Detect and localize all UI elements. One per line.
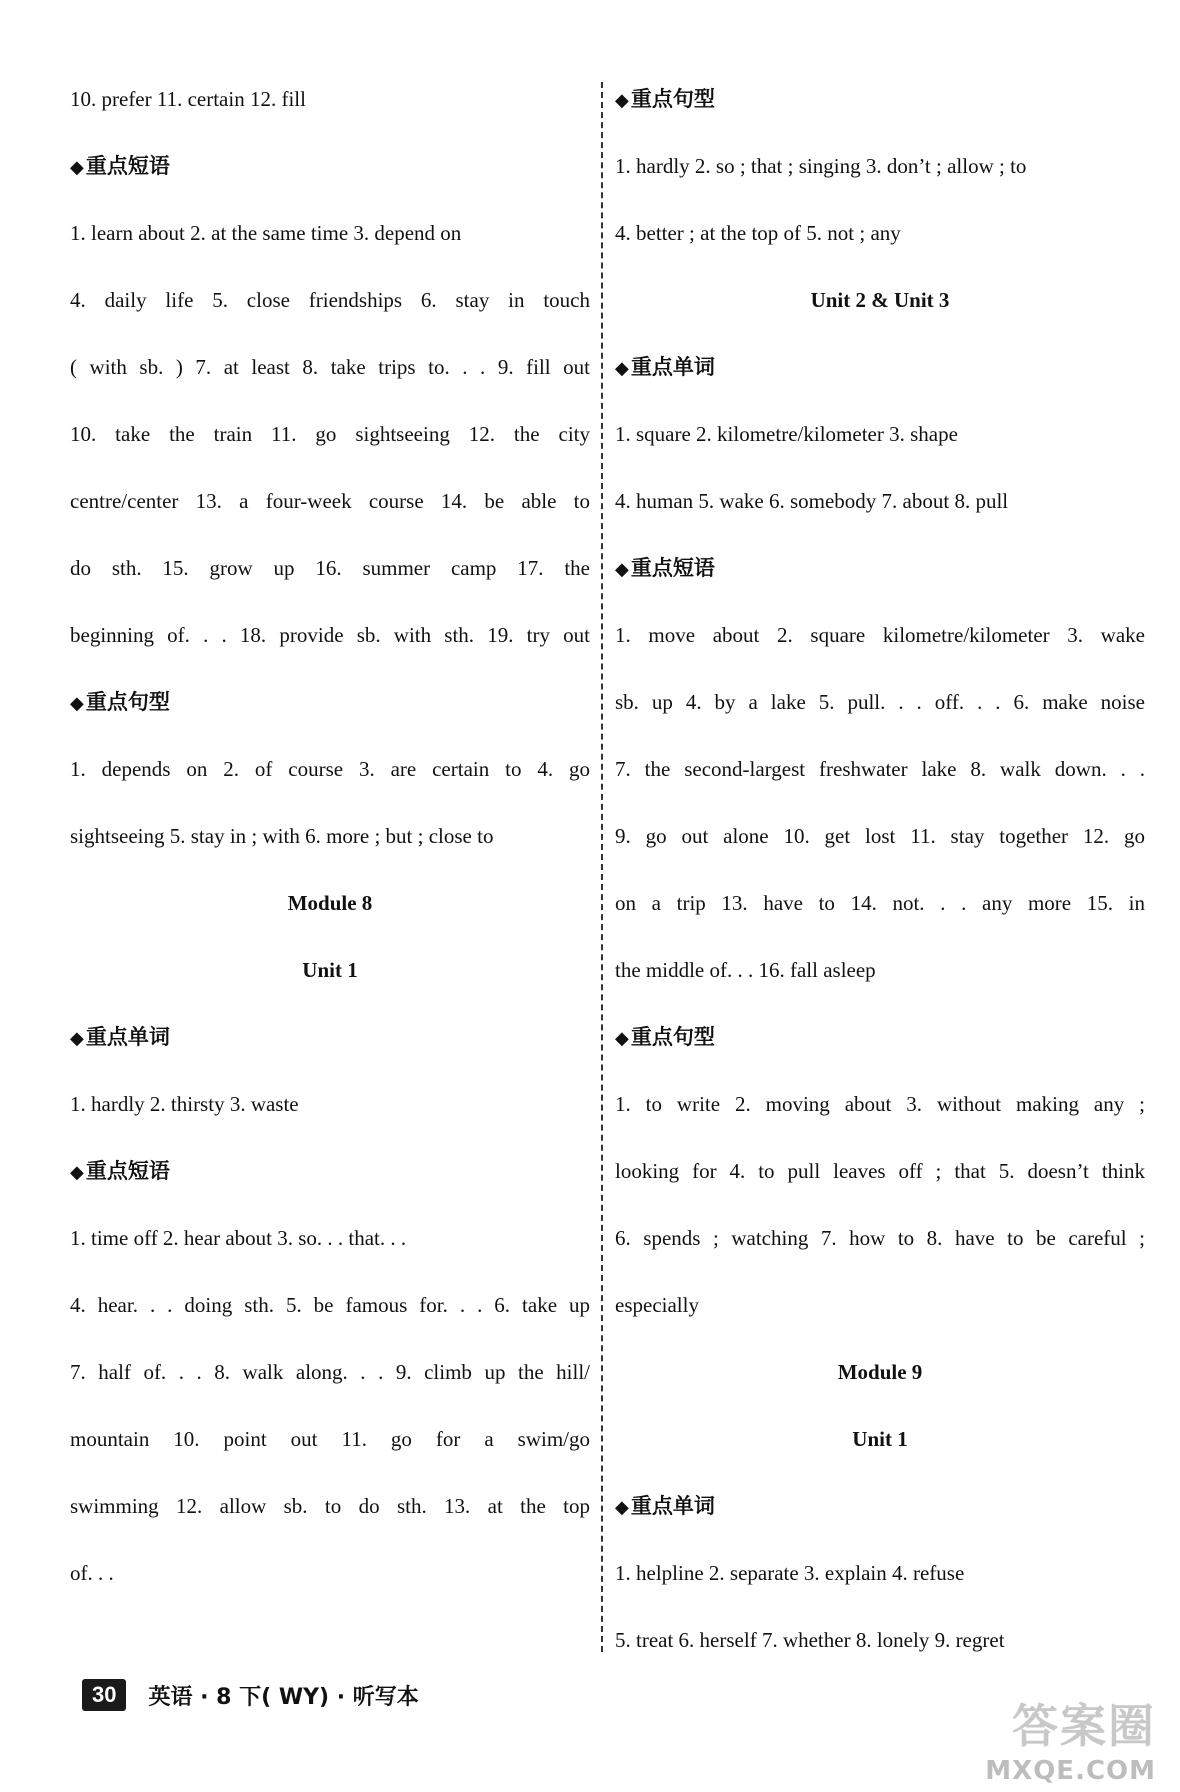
answer-line: 9. go out alone 10. get lost 11. stay together 12. go [615, 824, 1145, 848]
diamond-bullet-icon: ◆ [615, 559, 629, 580]
answer-line: do sth. 15. grow up 16. summer camp 17. the [70, 556, 590, 580]
diamond-bullet-icon: ◆ [70, 693, 84, 714]
answer-line: 1. hardly 2. so ; that ; singing 3. don’t ; allow ; to [615, 154, 1027, 178]
section-heading [615, 1473, 1145, 1540]
column-divider [601, 82, 603, 1652]
unit-title: Unit 2 & Unit 3 [810, 288, 950, 312]
diamond-bullet-icon: ◆ [615, 1497, 629, 1518]
answer-line: 5. treat 6. herself 7. whether 8. lonely 9. regret [615, 1628, 1005, 1652]
answer-line: on a trip 13. have to 14. not. . . any more 15. in [615, 891, 1145, 915]
section-heading [70, 1004, 590, 1071]
answer-line: beginning of. . . 18. provide sb. with sth. 19. try out [70, 623, 590, 647]
section-heading-text: 重点单词 [630, 1494, 715, 1518]
answer-line: 1. to write 2. moving about 3. without making any ; [615, 1092, 1145, 1116]
answer-line: looking for 4. to pull leaves off ; that 5. doesn’t think [615, 1159, 1145, 1183]
answer-line: 10. prefer 11. certain 12. fill [70, 87, 306, 111]
diamond-bullet-icon: ◆ [70, 1162, 84, 1183]
left-column [70, 66, 590, 1607]
answer-line: 1. hardly 2. thirsty 3. waste [70, 1092, 299, 1116]
book-title: 英语 · 8 下( WY) · 听写本 [148, 1684, 419, 1710]
answer-line: 4. daily life 5. close friendships 6. stay in touch [70, 288, 590, 312]
section-heading [70, 669, 590, 736]
diamond-bullet-icon: ◆ [615, 358, 629, 379]
unit-title: Unit 1 [852, 1427, 908, 1451]
answer-line: the middle of. . . 16. fall asleep [615, 958, 876, 982]
section-heading-text: 重点短语 [630, 556, 715, 580]
watermark-logo: 答案圈 [1012, 1699, 1156, 1753]
diamond-bullet-icon: ◆ [615, 90, 629, 111]
answer-line: 4. human 5. wake 6. somebody 7. about 8. pull [615, 489, 1009, 513]
page-number: 30 [82, 1679, 126, 1711]
answer-line: sb. up 4. by a lake 5. pull. . . off. . . 6. make noise [615, 690, 1145, 714]
diamond-bullet-icon: ◆ [70, 157, 84, 178]
section-heading-text: 重点句型 [85, 690, 170, 714]
section-heading-text: 重点句型 [630, 87, 715, 111]
answer-line: 1. square 2. kilometre/kilometer 3. shape [615, 422, 958, 446]
page-footer [82, 1678, 419, 1712]
answer-line: of. . . [70, 1561, 114, 1585]
answer-line: 1. learn about 2. at the same time 3. depend on [70, 221, 462, 245]
watermark-url: MXQE.COM [985, 1756, 1156, 1786]
section-heading [70, 1138, 590, 1205]
section-heading-text: 重点句型 [630, 1025, 715, 1049]
answer-line: especially [615, 1293, 699, 1317]
diamond-bullet-icon: ◆ [70, 1028, 84, 1049]
section-heading [615, 535, 1145, 602]
answer-line: ( with sb. ) 7. at least 8. take trips to. . . 9. fill out [70, 355, 590, 379]
answer-line: 1. helpline 2. separate 3. explain 4. refuse [615, 1561, 965, 1585]
section-heading [70, 133, 590, 200]
section-heading-text: 重点短语 [85, 1159, 170, 1183]
section-heading-text: 重点短语 [85, 154, 170, 178]
answer-line: 1. move about 2. square kilometre/kilometer 3. wake [615, 623, 1145, 647]
answer-line: 1. depends on 2. of course 3. are certain to 4. go [70, 757, 590, 781]
section-heading [615, 1004, 1145, 1071]
answer-line: 7. half of. . . 8. walk along. . . 9. climb up the hill/ [70, 1360, 590, 1384]
answer-line: sightseeing 5. stay in ; with 6. more ; but ; close to [70, 824, 494, 848]
unit-title: Module 8 [287, 891, 373, 915]
section-heading [615, 66, 1145, 133]
answer-line: 4. better ; at the top of 5. not ; any [615, 221, 901, 245]
answer-line: mountain 10. point out 11. go for a swim/go [70, 1427, 590, 1451]
answer-line: 7. the second-largest freshwater lake 8. walk down. . . [615, 757, 1145, 781]
unit-title: Module 9 [837, 1360, 923, 1384]
right-column [615, 66, 1145, 1674]
answer-line: swimming 12. allow sb. to do sth. 13. at the top [70, 1494, 590, 1518]
section-heading-text: 重点单词 [85, 1025, 170, 1049]
watermark [985, 1690, 1156, 1786]
unit-title: Unit 1 [302, 958, 358, 982]
diamond-bullet-icon: ◆ [615, 1028, 629, 1049]
section-heading [615, 334, 1145, 401]
answer-line: centre/center 13. a four-week course 14. be able to [70, 489, 590, 513]
answer-line: 1. time off 2. hear about 3. so. . . that. . . [70, 1226, 407, 1250]
answer-line: 6. spends ; watching 7. how to 8. have to be careful ; [615, 1226, 1145, 1250]
answer-line: 4. hear. . . doing sth. 5. be famous for. . . 6. take up [70, 1293, 590, 1317]
section-heading-text: 重点单词 [630, 355, 715, 379]
answer-line: 10. take the train 11. go sightseeing 12. the city [70, 422, 590, 446]
